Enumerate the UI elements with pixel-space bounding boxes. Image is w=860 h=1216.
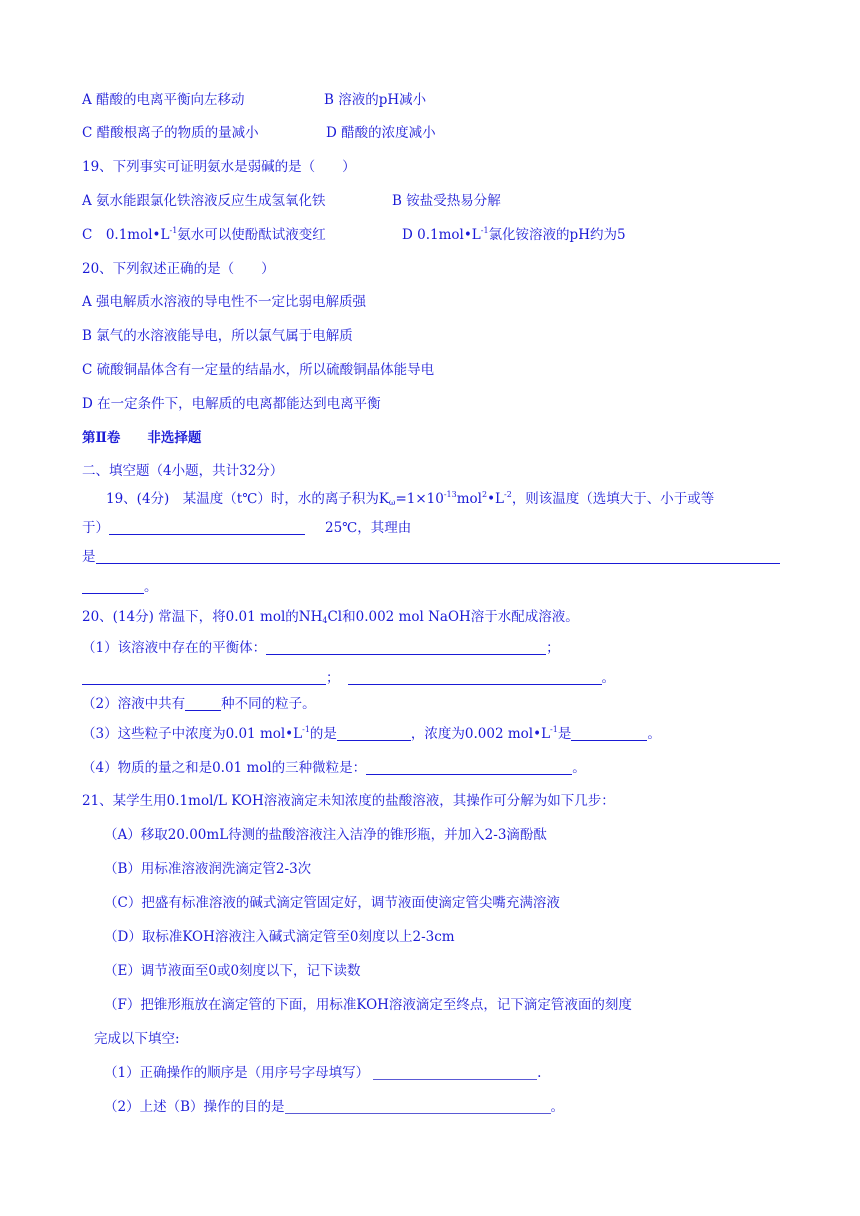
fq21-step-e: （E）调节液面至0或0刻度以下，记下读数	[104, 963, 361, 979]
q18-option-d: D 醋酸的浓度减小	[326, 125, 436, 141]
fq21-blank-purpose[interactable]	[285, 1099, 551, 1114]
fq20-blank-001[interactable]	[337, 726, 411, 741]
q20-option-b: B 氯气的水溶液能导电，所以氯气属于电解质	[82, 328, 353, 344]
q18-option-c: C 醋酸根离子的物质的量减小	[82, 125, 259, 141]
fq20-stem: 20、(14分) 常温下，将0.01 mol的$NH_4Cl$和0.002 mol NaOH溶于水配成溶液。	[82, 609, 579, 625]
q19-option-d: D $0.1mol•L^{-1}$氯化铵溶液的pH约为5	[402, 226, 626, 243]
fq20-part4: （4）物质的量之和是0.01 mol的三种微粒是： 。	[82, 760, 586, 776]
fq19-blank-compare[interactable]	[109, 520, 305, 535]
fq21-step-c: （C）把盛有标准溶液的碱式滴定管固定好，调节液面使滴定管尖嘴充满溶液	[104, 895, 560, 911]
fq20-part1-cont: ； 。	[82, 668, 615, 688]
fq21-step-d: （D）取标准KOH溶液注入碱式滴定管至0刻度以上2-3cm	[104, 929, 455, 945]
q20-stem: 20、下列叙述正确的是（ ）	[82, 261, 275, 277]
q18-option-a: A 醋酸的电离平衡向左移动	[82, 92, 245, 108]
fq20-blank-0002[interactable]	[571, 726, 647, 741]
section-title: 第Ⅱ卷 非选择题	[82, 430, 202, 446]
q19-option-c: C $0.1mol•L^{-1}$氨水可以使酚酞试液变红	[82, 226, 326, 243]
fq20-blank-eq2[interactable]	[82, 670, 326, 685]
fq20-part2: （2）溶液中共有 种不同的粒子。	[82, 696, 316, 712]
fq21-part1: （1）正确操作的顺序是（用序号字母填写） .	[104, 1065, 542, 1081]
fq19-line1: 19、(4分) 某温度（t℃）时，水的离子积为$K_\omega=1\times 10^{-13}mol^2•L^{-2}$，则该温度（选填大于、小于或等	[106, 490, 715, 507]
fq20-part3: （3）这些粒子中浓度为0.01 $mol•L^{-1}$的是 ，浓度为0.002 $mol•L^{-1}$是 。	[82, 725, 661, 742]
q19-stem: 19、下列事实可证明氨水是弱碱的是（ ）	[82, 159, 356, 175]
fq21-step-b: （B）用标准溶液润洗滴定管2-3次	[104, 861, 312, 877]
q18-option-b: B 溶液的pH减小	[324, 92, 427, 108]
fq21-step-f: （F）把锥形瓶放在滴定管的下面，用标准KOH溶液滴定至终点，记下滴定管液面的刻度	[104, 997, 632, 1013]
fq20-blank-eq3[interactable]	[348, 670, 602, 685]
fq20-blank-particles[interactable]	[366, 760, 572, 775]
fq19-line2: 于） 25℃，其理由	[82, 520, 412, 536]
fq21-blank-order[interactable]	[373, 1065, 537, 1080]
fq19-blank-reason[interactable]	[96, 549, 780, 564]
q20-option-d: D 在一定条件下，电解质的电离都能达到电离平衡	[82, 396, 381, 412]
q19-option-b: B 铵盐受热易分解	[392, 193, 501, 209]
q20-option-c: C 硫酸铜晶体含有一定量的结晶水，所以硫酸铜晶体能导电	[82, 362, 435, 378]
fq20-part1: （1）该溶液中存在的平衡体： ；	[82, 640, 560, 656]
fq20-blank-eq1[interactable]	[266, 640, 546, 655]
fq19-blank-reason-cont[interactable]	[82, 579, 144, 594]
fq19-line3: 是	[82, 547, 780, 567]
fq21-stem: 21、某学生用0.1mol/L KOH溶液滴定未知浓度的盐酸溶液，其操作可分解为如下几步：	[82, 793, 615, 809]
q20-option-a: A 强电解质水溶液的导电性不一定比弱电解质强	[82, 294, 367, 310]
fill-in-title: 二、填空题（4小题，共计32分）	[82, 463, 284, 479]
fq20-blank-count[interactable]	[185, 696, 221, 711]
fq21-step-a: （A）移取20.00mL待测的盐酸溶液注入洁净的锥形瓶，并加入2-3滴酚酞	[104, 827, 547, 843]
fq19-line4: 。	[82, 577, 158, 597]
fq21-complete: 完成以下填空:	[94, 1031, 180, 1047]
q19-option-a: A 氨水能跟氯化铁溶液反应生成氢氧化铁	[82, 193, 326, 209]
fq21-part2: （2）上述（B）操作的目的是 。	[104, 1099, 565, 1115]
